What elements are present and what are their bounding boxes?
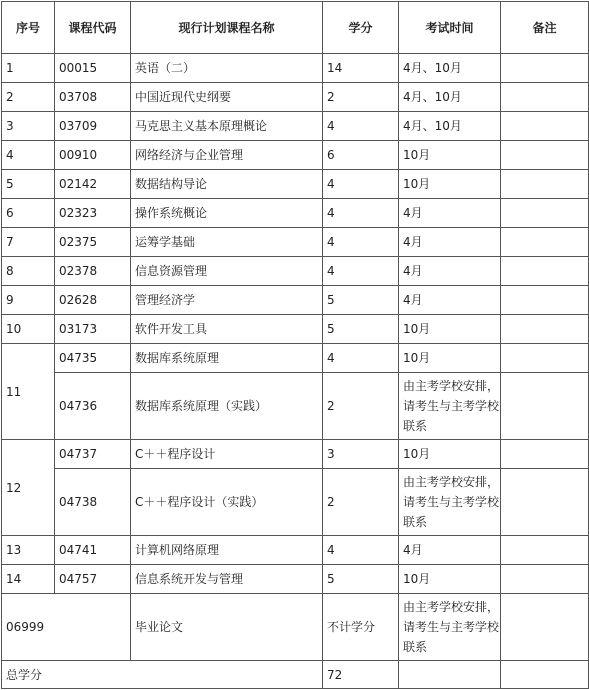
table-row <box>2 141 589 170</box>
cell-exam: 4月、10月 <box>399 112 501 141</box>
cell-credit: 14 <box>323 54 399 83</box>
cell-credit: 6 <box>323 141 399 170</box>
cell-code: 02628 <box>55 286 131 315</box>
cell-credit: 2 <box>323 469 399 536</box>
cell-code: 02375 <box>55 228 131 257</box>
table-row <box>2 344 589 373</box>
cell-exam: 10月 <box>399 440 501 469</box>
table-row <box>2 199 589 228</box>
cell-code: 04736 <box>55 373 131 440</box>
thesis-credit: 不计学分 <box>323 594 399 661</box>
cell-code: 04741 <box>55 536 131 565</box>
table-row <box>2 469 589 536</box>
cell-credit: 4 <box>323 199 399 228</box>
table-row <box>2 286 589 315</box>
table-row <box>2 112 589 141</box>
cell-name: 运筹学基础 <box>131 228 323 257</box>
cell-note <box>501 170 589 199</box>
table-row <box>2 440 589 469</box>
cell-no: 5 <box>2 170 55 199</box>
cell-note <box>501 565 589 594</box>
cell-credit: 4 <box>323 536 399 565</box>
cell-name: 计算机网络原理 <box>131 536 323 565</box>
cell-no: 12 <box>2 440 55 536</box>
cell-note <box>501 286 589 315</box>
cell-note <box>501 344 589 373</box>
table-row <box>2 565 589 594</box>
cell-code: 04738 <box>55 469 131 536</box>
header-credit: 学分 <box>323 2 399 54</box>
table-row <box>2 594 589 661</box>
cell-exam: 10月 <box>399 170 501 199</box>
cell-no: 9 <box>2 286 55 315</box>
header-code: 课程代码 <box>55 2 131 54</box>
cell-code: 03173 <box>55 315 131 344</box>
cell-credit: 2 <box>323 373 399 440</box>
course-plan-table <box>1 1 589 689</box>
cell-name: 软件开发工具 <box>131 315 323 344</box>
cell-note <box>501 536 589 565</box>
table-row <box>2 373 589 440</box>
cell-code: 04737 <box>55 440 131 469</box>
cell-exam: 10月 <box>399 315 501 344</box>
cell-code: 00910 <box>55 141 131 170</box>
cell-code: 03708 <box>55 83 131 112</box>
cell-name: 网络经济与企业管理 <box>131 141 323 170</box>
cell-name: 马克思主义基本原理概论 <box>131 112 323 141</box>
cell-credit: 5 <box>323 315 399 344</box>
cell-exam: 4月 <box>399 286 501 315</box>
cell-note <box>501 54 589 83</box>
table-row <box>2 536 589 565</box>
cell-credit: 2 <box>323 83 399 112</box>
cell-exam: 由主考学校安排，请考生与主考学校联系 <box>399 469 501 536</box>
cell-credit: 5 <box>323 286 399 315</box>
cell-code: 02142 <box>55 170 131 199</box>
cell-note <box>501 257 589 286</box>
cell-code: 02323 <box>55 199 131 228</box>
cell-credit: 4 <box>323 257 399 286</box>
cell-no: 11 <box>2 344 55 440</box>
cell-note <box>501 141 589 170</box>
header-exam: 考试时间 <box>399 2 501 54</box>
cell-no: 14 <box>2 565 55 594</box>
table-row <box>2 661 589 689</box>
cell-code: 00015 <box>55 54 131 83</box>
cell-credit: 4 <box>323 170 399 199</box>
cell-credit: 4 <box>323 344 399 373</box>
cell-code: 03709 <box>55 112 131 141</box>
cell-no: 4 <box>2 141 55 170</box>
cell-note <box>501 469 589 536</box>
header-name: 现行计划课程名称 <box>131 2 323 54</box>
cell-name: 信息资源管理 <box>131 257 323 286</box>
cell-exam: 4月 <box>399 228 501 257</box>
cell-no: 8 <box>2 257 55 286</box>
table-row <box>2 257 589 286</box>
cell-no: 13 <box>2 536 55 565</box>
cell-name: 英语（二） <box>131 54 323 83</box>
cell-no: 7 <box>2 228 55 257</box>
cell-exam: 10月 <box>399 344 501 373</box>
cell-name: 中国近现代史纲要 <box>131 83 323 112</box>
table-row <box>2 83 589 112</box>
cell-credit: 3 <box>323 440 399 469</box>
cell-note <box>501 228 589 257</box>
table-row <box>2 170 589 199</box>
table-row <box>2 315 589 344</box>
cell-no: 10 <box>2 315 55 344</box>
thesis-exam: 由主考学校安排，请考生与主考学校联系 <box>399 594 501 661</box>
cell-exam: 由主考学校安排，请考生与主考学校联系 <box>399 373 501 440</box>
header-note: 备注 <box>501 2 589 54</box>
cell-exam: 4月 <box>399 257 501 286</box>
cell-name: C＋＋程序设计 <box>131 440 323 469</box>
cell-name: 数据库系统原理（实践） <box>131 373 323 440</box>
cell-name: 数据结构导论 <box>131 170 323 199</box>
cell-exam: 4月、10月 <box>399 83 501 112</box>
cell-no: 3 <box>2 112 55 141</box>
table-body <box>2 2 589 689</box>
cell-exam: 4月、10月 <box>399 54 501 83</box>
cell-note <box>501 83 589 112</box>
cell-code: 02378 <box>55 257 131 286</box>
cell-note <box>501 315 589 344</box>
cell-note <box>501 440 589 469</box>
cell-exam: 10月 <box>399 565 501 594</box>
table-row <box>2 54 589 83</box>
thesis-name: 毕业论文 <box>131 594 323 661</box>
cell-name: C＋＋程序设计（实践） <box>131 469 323 536</box>
cell-credit: 4 <box>323 228 399 257</box>
cell-code: 04757 <box>55 565 131 594</box>
thesis-code: 06999 <box>2 594 131 661</box>
total-label: 总学分 <box>2 661 323 689</box>
cell-exam: 4月 <box>399 199 501 228</box>
cell-no: 1 <box>2 54 55 83</box>
cell-exam: 10月 <box>399 141 501 170</box>
cell-exam: 4月 <box>399 536 501 565</box>
cell-name: 操作系统概论 <box>131 199 323 228</box>
cell-credit: 4 <box>323 112 399 141</box>
total-value: 72 <box>323 661 399 689</box>
cell-credit: 5 <box>323 565 399 594</box>
cell-name: 信息系统开发与管理 <box>131 565 323 594</box>
cell-note <box>501 199 589 228</box>
cell-name: 管理经济学 <box>131 286 323 315</box>
cell-name: 数据库系统原理 <box>131 344 323 373</box>
cell-note <box>501 112 589 141</box>
cell-note <box>501 373 589 440</box>
table-row <box>2 228 589 257</box>
cell-no: 2 <box>2 83 55 112</box>
cell-code: 04735 <box>55 344 131 373</box>
cell-note <box>501 594 589 661</box>
header-no: 序号 <box>2 2 55 54</box>
cell-note <box>501 661 589 689</box>
cell-exam <box>399 661 501 689</box>
cell-no: 6 <box>2 199 55 228</box>
header-row <box>2 2 589 54</box>
